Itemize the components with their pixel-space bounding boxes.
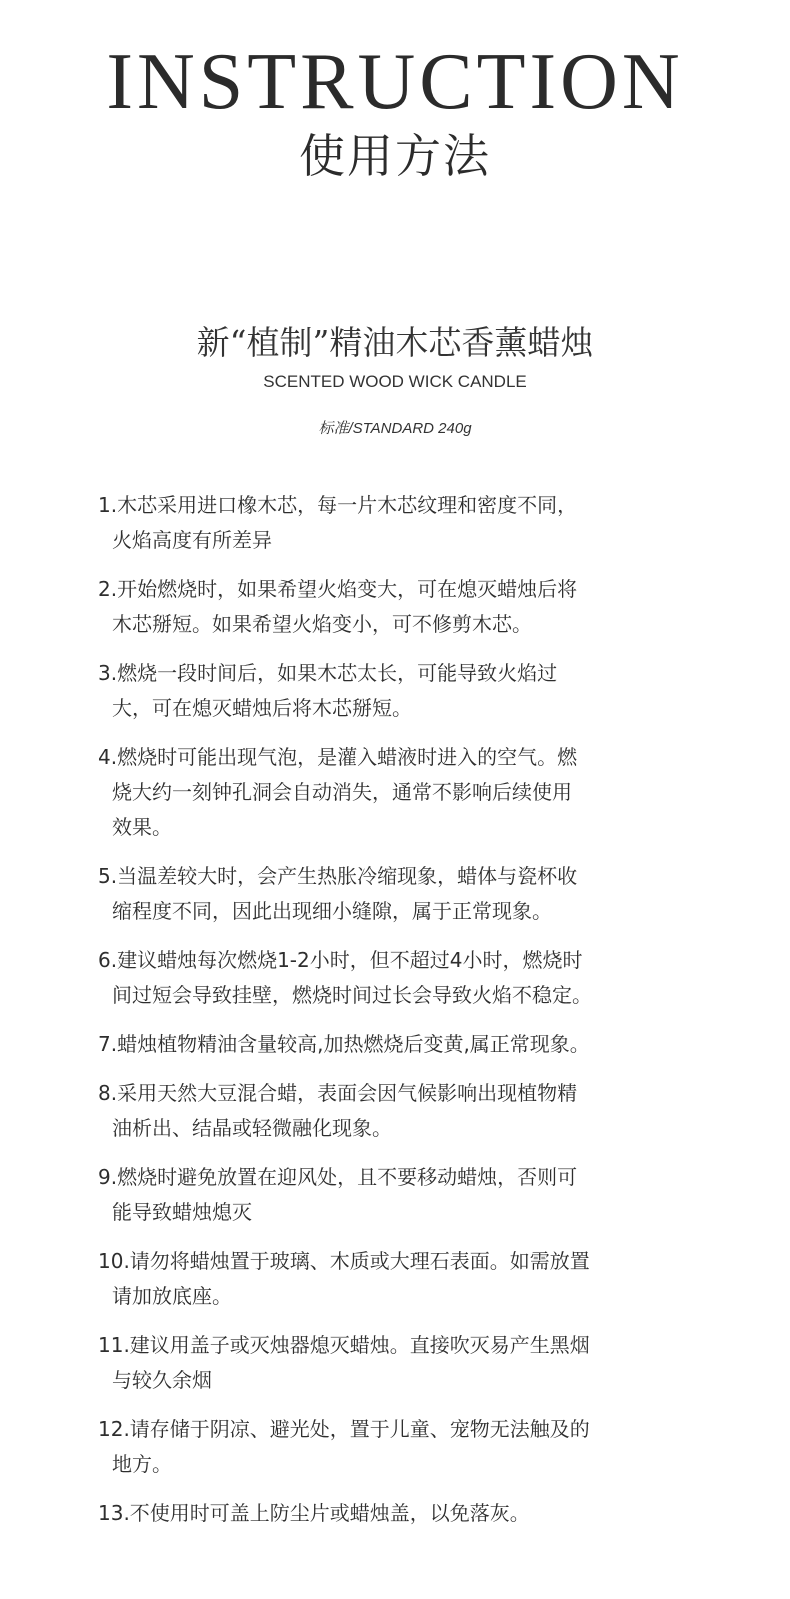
step-line: 2.开始燃烧时，如果希望火焰变大，可在熄灭蜡烛后将: [98, 577, 578, 601]
step-line: 大，可在熄灭蜡烛后将木芯掰短。: [112, 696, 412, 720]
step-line: 效果。: [112, 815, 172, 839]
list-item: [98, 1027, 738, 1062]
step-line: 13.不使用时可盖上防尘片或蜡烛盖，以免落灰。: [98, 1501, 530, 1525]
list-item: [98, 859, 738, 929]
step-line: 火焰高度有所差异: [112, 528, 272, 552]
list-item: [98, 572, 738, 642]
step-line: 7.蜡烛植物精油含量较高,加热燃烧后变黄,属正常现象。: [98, 1032, 590, 1056]
step-line: 间过短会导致挂壁，燃烧时间过长会导致火焰不稳定。: [112, 983, 592, 1007]
step-line: 12.请存储于阴凉、避光处，置于儿童、宠物无法触及的: [98, 1417, 590, 1441]
list-item: [98, 1328, 738, 1398]
step-line: 缩程度不同，因此出现细小缝隙，属于正常现象。: [112, 899, 552, 923]
step-line: 10.请勿将蜡烛置于玻璃、木质或大理石表面。如需放置: [98, 1249, 590, 1273]
step-line: 3.燃烧一段时间后，如果木芯太长，可能导致火焰过: [98, 661, 558, 685]
step-line: 油析出、结晶或轻微融化现象。: [112, 1116, 392, 1140]
list-item: [98, 1412, 738, 1482]
step-line: 烧大约一刻钟孔洞会自动消失，通常不影响后续使用: [112, 780, 572, 804]
list-item: [98, 1496, 738, 1531]
title-english: INSTRUCTION: [106, 38, 684, 126]
step-line: 1.木芯采用进口橡木芯，每一片木芯纹理和密度不同，: [98, 493, 578, 517]
product-standard: 标准/STANDARD 240g: [318, 420, 472, 437]
list-item: [98, 656, 738, 726]
list-item: [98, 1244, 738, 1314]
step-line: 9.燃烧时避免放置在迎风处，且不要移动蜡烛，否则可: [98, 1165, 578, 1189]
step-line: 8.采用天然大豆混合蜡，表面会因气候影响出现植物精: [98, 1081, 578, 1105]
step-line: 地方。: [112, 1452, 172, 1476]
list-item: [98, 740, 738, 845]
instruction-list: [98, 488, 738, 1545]
step-line: 与较久余烟: [112, 1368, 212, 1392]
step-line: 11.建议用盖子或灭烛器熄灭蜡烛。直接吹灭易产生黑烟: [98, 1333, 590, 1357]
step-line: 4.燃烧时可能出现气泡，是灌入蜡液时进入的空气。燃: [98, 745, 578, 769]
step-line: 木芯掰短。如果希望火焰变小，可不修剪木芯。: [112, 612, 532, 636]
product-name-chinese: 新“植制”精油木芯香薰蜡烛: [196, 323, 594, 362]
title-chinese: 使用方法: [299, 129, 491, 183]
step-line: 5.当温差较大时，会产生热胀冷缩现象，蜡体与瓷杯收: [98, 864, 578, 888]
list-item: [98, 1076, 738, 1146]
step-line: 请加放底座。: [112, 1284, 232, 1308]
list-item: [98, 488, 738, 558]
step-line: 6.建议蜡烛每次燃烧1-2小时，但不超过4小时，燃烧时: [98, 948, 583, 972]
list-item: [98, 943, 738, 1013]
list-item: [98, 1160, 738, 1230]
step-line: 能导致蜡烛熄灭: [112, 1200, 252, 1224]
product-name-english: SCENTED WOOD WICK CANDLE: [263, 372, 527, 391]
